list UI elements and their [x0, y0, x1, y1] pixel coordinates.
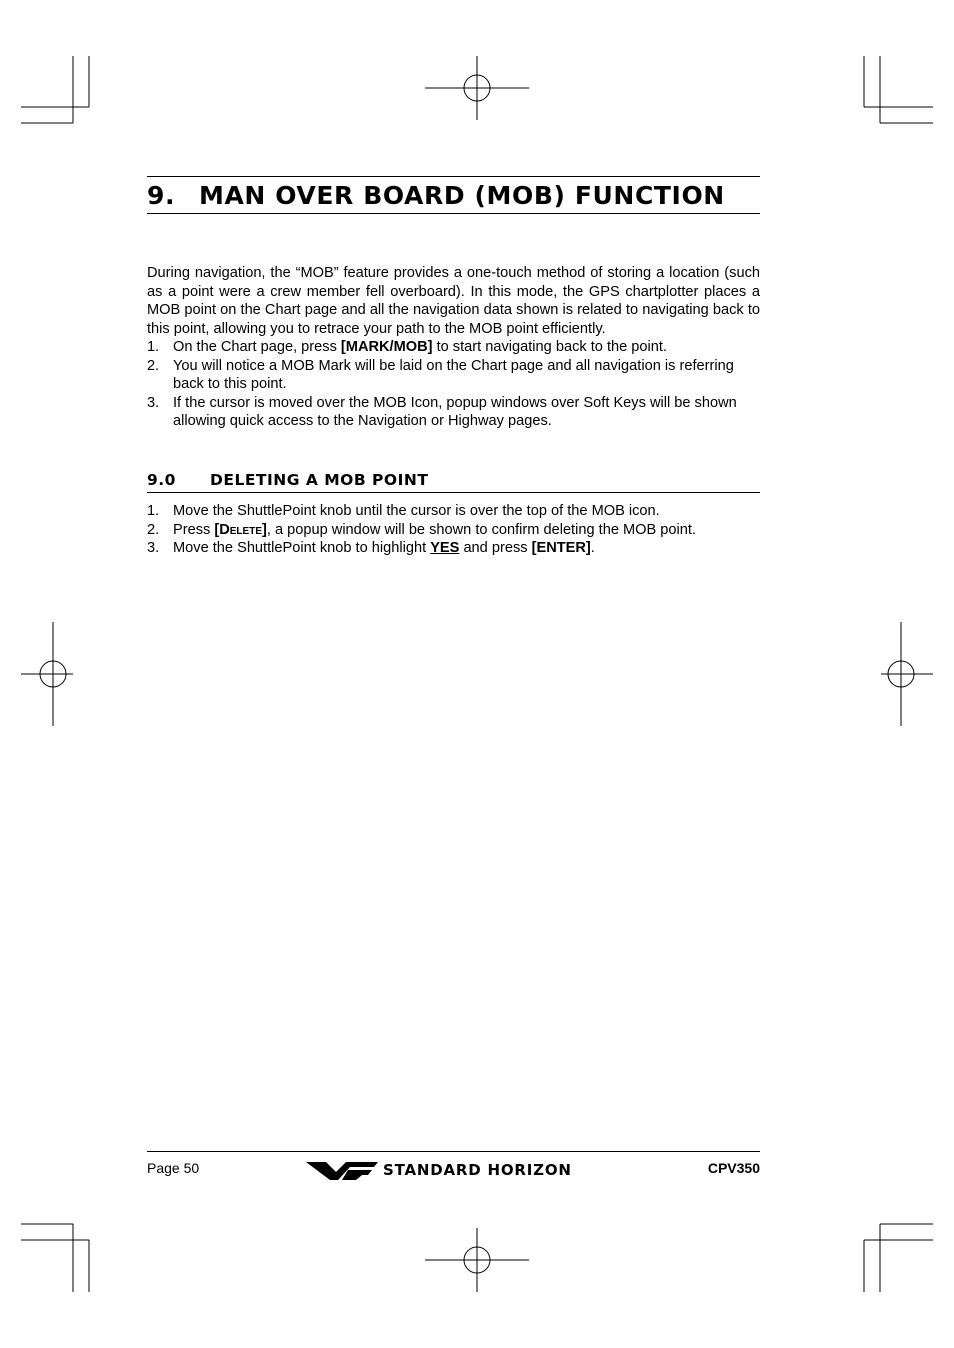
list-item: 1. Move the ShuttlePoint knob until the cursor is over the top of the MOB icon. [147, 503, 660, 519]
step-number: 1. [147, 503, 160, 519]
mob-steps-list [147, 338, 760, 431]
list-item: 1. On the Chart page, press [MARK/MOB] to start navigating back to the point. [147, 339, 667, 355]
list-item: 2. You will notice a MOB Mark will be laid on the Chart page and all navigation is referring back to this point. [147, 357, 734, 393]
list-item: 3. Move the ShuttlePoint knob to highlight YES and press [ENTER]. [147, 540, 595, 557]
key-label: [Delete] [214, 521, 267, 538]
page-number: Page 50 [147, 1160, 200, 1176]
step-number: 2. [147, 521, 160, 538]
step-number: 1. [147, 339, 160, 355]
brand-logo [306, 1159, 602, 1183]
chapter-number: 9. [147, 181, 176, 210]
section-number: 9.0 [147, 471, 176, 489]
footer-rule [147, 1151, 760, 1152]
delete-steps-list [147, 502, 760, 558]
model-number: CPV350 [707, 1160, 760, 1176]
intro-paragraph: During navigation, the “MOB” feature provides a one-touch method of storing a location (such as a point were a crew member fell overboard). In this mode, the GPS chartplotter places a MOB point on the Chart page and all the navigation data shown is related to navigating back to this point, allowing you to retrace your path to the MOB point efficiently. [147, 265, 760, 337]
yes-label: YES [430, 540, 460, 557]
list-item: 3. If the cursor is moved over the MOB Icon, popup windows over Soft Keys will be shown allowing quick access to the Navigation or Highway pages. [147, 394, 737, 430]
brand-name: STANDARD HORIZON [383, 1161, 572, 1179]
section-title: DELETING A MOB POINT [210, 471, 429, 489]
key-label: [ENTER] [531, 540, 591, 557]
step-number: 2. [147, 357, 160, 374]
step-number: 3. [147, 540, 160, 557]
key-label: [MARK/MOB] [340, 339, 433, 355]
section-heading [147, 470, 760, 493]
standard-horizon-logo-icon [306, 1159, 378, 1183]
chapter-heading [147, 176, 760, 214]
list-item: 2. Press [Delete], a popup window will be shown to confirm deleting the MOB point. [147, 521, 696, 538]
step-number: 3. [147, 394, 160, 411]
chapter-title: MAN OVER BOARD (MOB) FUNCTION [199, 181, 725, 210]
